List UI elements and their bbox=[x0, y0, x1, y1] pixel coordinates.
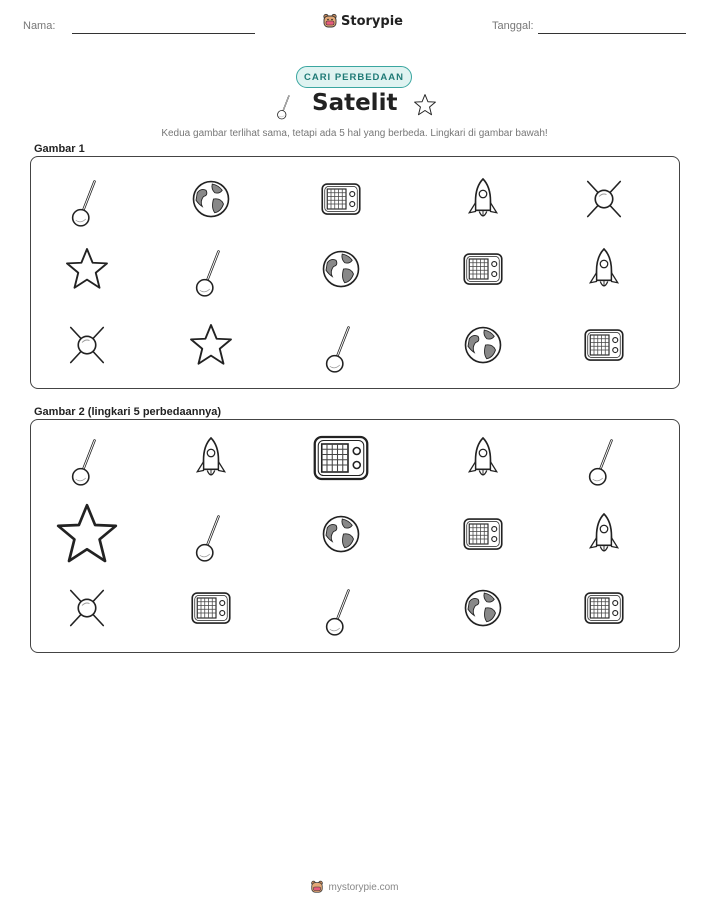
radio-icon bbox=[316, 174, 366, 224]
rocket-icon bbox=[458, 174, 508, 224]
star-icon bbox=[62, 244, 112, 294]
earth-icon bbox=[316, 509, 366, 559]
earth-icon bbox=[458, 320, 508, 370]
panel2-label: Gambar 2 (lingkari 5 perbedaannya) bbox=[34, 406, 222, 418]
star-icon bbox=[186, 320, 236, 370]
satellite-dish-icon bbox=[579, 433, 629, 483]
picture-1-panel bbox=[30, 156, 680, 389]
brand-name: Storypie bbox=[341, 13, 403, 29]
title-row bbox=[0, 90, 709, 124]
sputnik-icon bbox=[62, 583, 112, 633]
star-icon bbox=[51, 498, 123, 570]
earth-icon bbox=[458, 583, 508, 633]
satellite-dish-icon bbox=[316, 583, 366, 633]
name-label: Nama: bbox=[23, 20, 56, 32]
footer-url: mystorypie.com bbox=[328, 881, 399, 893]
worksheet-header bbox=[0, 0, 709, 50]
name-field-line bbox=[72, 33, 255, 34]
star-icon bbox=[412, 92, 438, 118]
satellite-dish-icon bbox=[62, 433, 112, 483]
page-title: Satelit bbox=[312, 90, 398, 116]
rocket-icon bbox=[186, 433, 236, 483]
sputnik-icon bbox=[62, 320, 112, 370]
earth-icon bbox=[186, 174, 236, 224]
footer bbox=[0, 880, 709, 894]
rocket-icon bbox=[579, 509, 629, 559]
satellite-dish-icon bbox=[62, 174, 112, 224]
instructions: Kedua gambar terlihat sama, tetapi ada 5 hal yang berbeda. Lingkari di gambar bawah! bbox=[161, 128, 548, 139]
bear-logo-icon bbox=[322, 13, 338, 29]
radio-icon bbox=[186, 583, 236, 633]
panel1-label: Gambar 1 bbox=[34, 143, 85, 155]
satellite-dish-icon bbox=[186, 509, 236, 559]
earth-icon bbox=[316, 244, 366, 294]
radio-icon bbox=[458, 244, 508, 294]
satellite-dish-icon bbox=[186, 244, 236, 294]
date-label: Tanggal: bbox=[492, 20, 534, 32]
sputnik-icon bbox=[579, 174, 629, 224]
activity-badge: CARI PERBEDAAN bbox=[296, 66, 412, 88]
satellite-dish-icon bbox=[272, 92, 298, 118]
bear-logo-icon bbox=[310, 880, 324, 894]
brand-logo bbox=[322, 13, 403, 29]
radio-icon bbox=[306, 423, 376, 493]
radio-icon bbox=[579, 320, 629, 370]
rocket-icon bbox=[579, 244, 629, 294]
radio-icon bbox=[579, 583, 629, 633]
rocket-icon bbox=[458, 433, 508, 483]
date-field-line bbox=[538, 33, 686, 34]
picture-2-panel bbox=[30, 419, 680, 653]
satellite-dish-icon bbox=[316, 320, 366, 370]
radio-icon bbox=[458, 509, 508, 559]
